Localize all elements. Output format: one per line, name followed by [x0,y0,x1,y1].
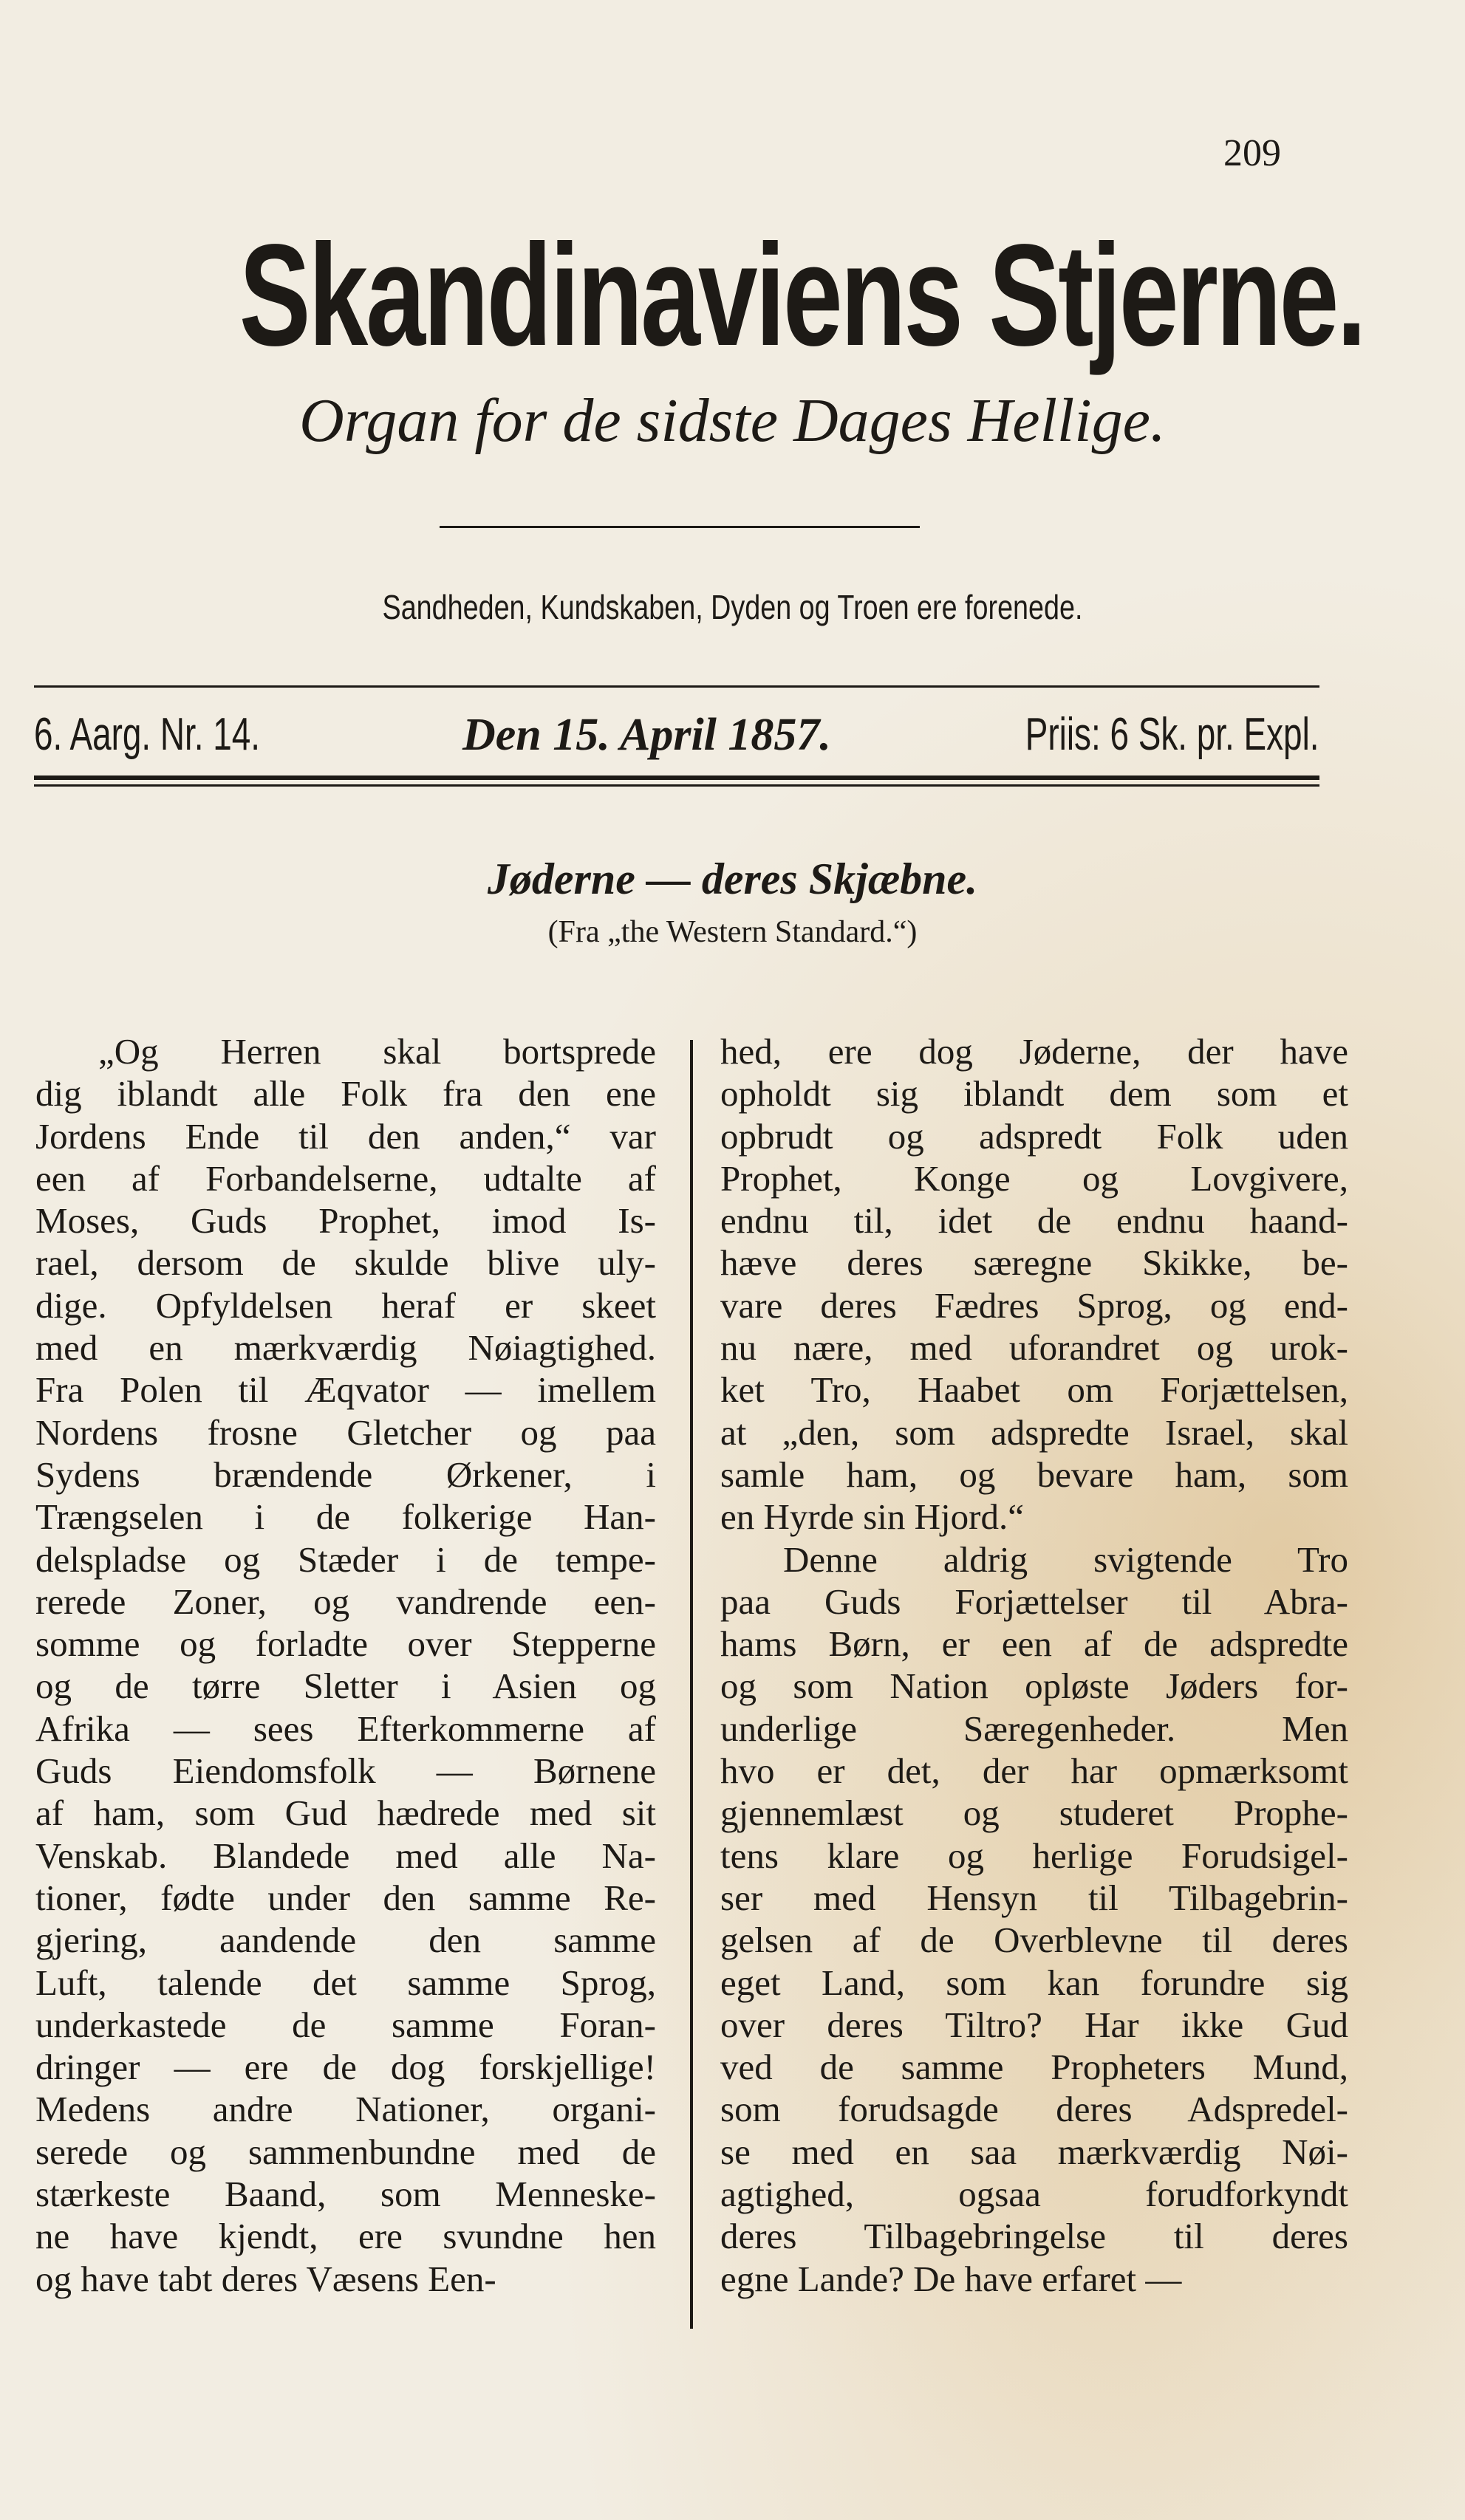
article-text-line: tioner, fødte under den samme Re- [35,1877,656,1918]
article-text-line: og de tørre Sletter i Asien og [35,1665,656,1707]
issue-rule-bottom-thick [34,775,1319,780]
article-text-line: Luft, talende det samme Sprog, [35,1962,656,2003]
article-text-line: at „den, som adspredte Israel, skal [720,1411,1348,1453]
article-text-line: af ham, som Gud hædrede med sit [35,1793,656,1834]
article-text-line: tens klare og herlige Forudsigel- [720,1835,1348,1876]
article-text-line: og have tabt deres Væsens Een- [35,2258,496,2299]
masthead-divider [440,526,920,528]
article-text-line: dige. Opfyldelsen heraf er skeet [35,1284,656,1326]
masthead-subtitle: Organ for de sidste Dages Hellige. [299,386,1166,455]
article-text-line: gjering, aandende den samme [35,1920,656,1961]
article-text-line: serede og sammenbundne med de [35,2131,656,2172]
article-text-line: en Hyrde sin Hjord.“ [720,1496,1024,1538]
article-text-line: som forudsagde deres Adspredel- [720,2089,1348,2130]
page-number: 209 [1223,132,1281,174]
issue-volume-number: 6. Aarg. Nr. 14. [34,709,261,760]
issue-rule-top [34,685,1319,688]
article-text-line: gjennemlæst og studeret Prophe- [720,1793,1348,1834]
article-text-line: Fra Polen til Æqvator — imellem [35,1369,656,1411]
article-text-line: ved de samme Propheters Mund, [720,2047,1348,2088]
article-text-line: Sydens brændende Ørkener, i [35,1454,656,1495]
article-text-line: vare deres Fædres Sprog, og end- [720,1284,1348,1326]
article-text-line: stærkeste Baand, som Menneske- [35,2174,656,2215]
article-text-line: een af Forbandelserne, udtalte af [35,1157,656,1199]
issue-date: Den 15. April 1857. [462,710,831,760]
article-text-line: Afrika — sees Efterkommerne af [35,1708,656,1749]
article-text-line: Venskab. Blandede med alle Na- [35,1835,656,1876]
article-text-line: Nordens frosne Gletcher og paa [35,1411,656,1453]
issue-line [34,705,1319,764]
article-right-column [720,1030,1348,2300]
article-text-line: opholdt sig iblandt dem som et [720,1073,1348,1115]
article-text-line: hæve deres særegne Skikke, be- [720,1242,1348,1284]
article-text-line: hams Børn, er een af de adspredte [720,1623,1348,1665]
article-text-line: „Og Herren skal bortsprede [98,1031,656,1072]
article-text-line: hvo er det, der har opmærksomt [720,1750,1348,1792]
article-text-line: delspladse og Stæder i de tempe- [35,1538,656,1580]
article-text-line: Moses, Guds Prophet, imod Is- [35,1200,656,1242]
article-text-line: eget Land, som kan forundre sig [720,1962,1348,2003]
article-text-line: nu nære, med uforandret og urok- [720,1327,1348,1369]
masthead-title: Skandinaviens Stjerne. [239,214,1365,376]
article-text-line: egne Lande? De have erfaret — [720,2258,1182,2299]
article-text-line: ne have kjendt, ere svundne hen [35,2216,656,2257]
article-text-line: Trængselen i de folkerige Han- [35,1496,656,1538]
article-text-line: hed, ere dog Jøderne, der have [720,1031,1348,1072]
article-text-line: over deres Tiltro? Har ikke Gud [720,2004,1348,2045]
article-text-line: somme og forladte over Stepperne [35,1623,656,1665]
issue-rule-bottom-thin [34,784,1319,787]
article-text-line: gelsen af de Overblevne til deres [720,1920,1348,1961]
article-text-line: Medens andre Nationer, organi- [35,2089,656,2130]
article-text-line: ket Tro, Haabet om Forjættelsen, [720,1369,1348,1411]
column-divider [690,1040,693,2329]
article-source: (Fra „the Western Standard.“) [547,915,918,949]
article-text-line: Jordens Ende til den anden,“ var [35,1115,656,1157]
article-text-line: Guds Eiendomsfolk — Børnene [35,1750,656,1792]
article-text-line: med en mærkværdig Nøiagtighed. [35,1327,656,1369]
article-text-line: og som Nation opløste Jøders for- [720,1665,1348,1707]
article-text-line: rerede Zoner, og vandrende een- [35,1581,656,1622]
article-text-line: se med en saa mærkværdig Nøi- [720,2131,1348,2172]
article-text-line: ser med Hensyn til Tilbagebrin- [720,1877,1348,1918]
article-text-line: underlige Særegenheder. Men [720,1708,1348,1749]
masthead-motto: Sandheden, Kundskaben, Dyden og Troen ere forenede. [382,588,1083,626]
article-left-column [35,1030,656,2300]
article-text-line: Prophet, Konge og Lovgivere, [720,1157,1348,1199]
article-text-line: Denne aldrig svigtende Tro [783,1538,1348,1580]
article-text-line: deres Tilbagebringelse til deres [720,2216,1348,2257]
article-text-line: rael, dersom de skulde blive uly- [35,1242,656,1284]
article-text-line: endnu til, idet de endnu haand- [720,1200,1348,1242]
article-text-line: opbrudt og adspredt Folk uden [720,1115,1348,1157]
article-text-line: dringer — ere de dog forskjellige! [35,2047,656,2088]
article-title: Jøderne — deres Skjæbne. [487,855,978,903]
article-text-line: agtighed, ogsaa forudforkyndt [720,2174,1348,2215]
article-text-line: dig iblandt alle Folk fra den ene [35,1073,656,1115]
article-text-line: underkastede de samme Foran- [35,2004,656,2045]
issue-price: Priis: 6 Sk. pr. Expl. [1025,709,1319,760]
article-text-line: samle ham, og bevare ham, som [720,1454,1348,1495]
article-text-line: paa Guds Forjættelser til Abra- [720,1581,1348,1622]
